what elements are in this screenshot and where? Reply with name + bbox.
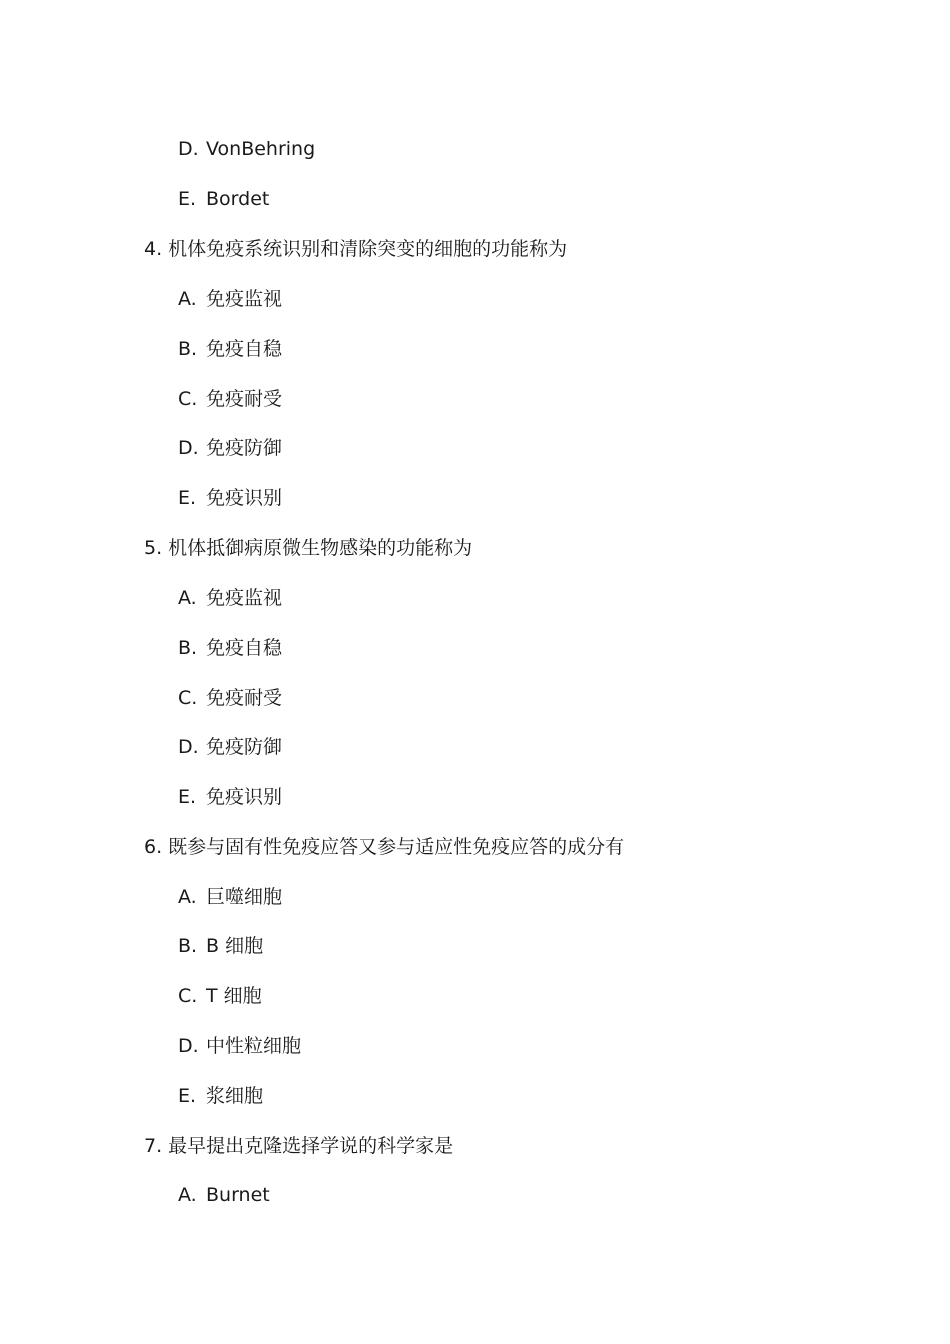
- option-letter: E.: [178, 487, 197, 509]
- option-line: [178, 284, 282, 314]
- option-line: [178, 583, 282, 613]
- option-letter: D.: [178, 437, 199, 459]
- option-letter: E.: [178, 786, 197, 808]
- option-line: [178, 981, 262, 1011]
- option-letter: A.: [178, 288, 197, 310]
- option-text: Bordet: [206, 188, 270, 210]
- option-text: B 细胞: [206, 935, 264, 957]
- option-line: [178, 882, 282, 912]
- option-line: [178, 384, 282, 414]
- option-line: [178, 1180, 270, 1210]
- option-text: T 细胞: [206, 985, 262, 1007]
- option-line: [178, 1081, 263, 1111]
- option-line: [178, 732, 282, 762]
- option-letter: D.: [178, 1035, 199, 1057]
- option-text: 免疫监视: [206, 288, 283, 310]
- option-line: [178, 134, 315, 164]
- option-text: 免疫防御: [206, 437, 283, 459]
- option-letter: A.: [178, 1184, 197, 1206]
- option-text: 免疫识别: [206, 487, 283, 509]
- option-letter: B.: [178, 637, 198, 659]
- option-line: [178, 633, 282, 663]
- option-letter: C.: [178, 687, 198, 709]
- option-text: 免疫耐受: [206, 687, 283, 709]
- option-line: [178, 1031, 301, 1061]
- question-line: 4. 机体免疫系统识别和清除突变的细胞的功能称为: [144, 238, 568, 260]
- option-text: VonBehring: [206, 138, 316, 160]
- option-line: [178, 931, 263, 961]
- option-line: [178, 433, 282, 463]
- option-letter: C.: [178, 985, 198, 1007]
- option-line: [178, 683, 282, 713]
- option-text: 免疫自稳: [206, 637, 283, 659]
- option-line: [178, 334, 282, 364]
- option-letter: C.: [178, 388, 198, 410]
- question-line: 6. 既参与固有性免疫应答又参与适应性免疫应答的成分有: [144, 836, 625, 858]
- option-text: 免疫防御: [206, 736, 283, 758]
- option-text: 免疫识别: [206, 786, 283, 808]
- option-text: 免疫耐受: [206, 388, 283, 410]
- option-line: [178, 782, 282, 812]
- option-letter: A.: [178, 587, 197, 609]
- option-text: 中性粒细胞: [206, 1035, 302, 1057]
- option-text: 浆细胞: [206, 1085, 264, 1107]
- option-text: 免疫自稳: [206, 338, 283, 360]
- option-line: [178, 184, 269, 214]
- question-line: 5. 机体抵御病原微生物感染的功能称为: [144, 537, 473, 559]
- option-letter: E.: [178, 1085, 197, 1107]
- option-letter: D.: [178, 736, 199, 758]
- option-line: [178, 483, 282, 513]
- option-text: 巨噬细胞: [206, 886, 283, 908]
- option-text: Burnet: [206, 1184, 270, 1206]
- option-text: 免疫监视: [206, 587, 283, 609]
- option-letter: E.: [178, 188, 197, 210]
- option-letter: A.: [178, 886, 197, 908]
- option-letter: D.: [178, 138, 199, 160]
- option-letter: B.: [178, 935, 198, 957]
- option-letter: B.: [178, 338, 198, 360]
- question-line: 7. 最早提出克隆选择学说的科学家是: [144, 1135, 454, 1157]
